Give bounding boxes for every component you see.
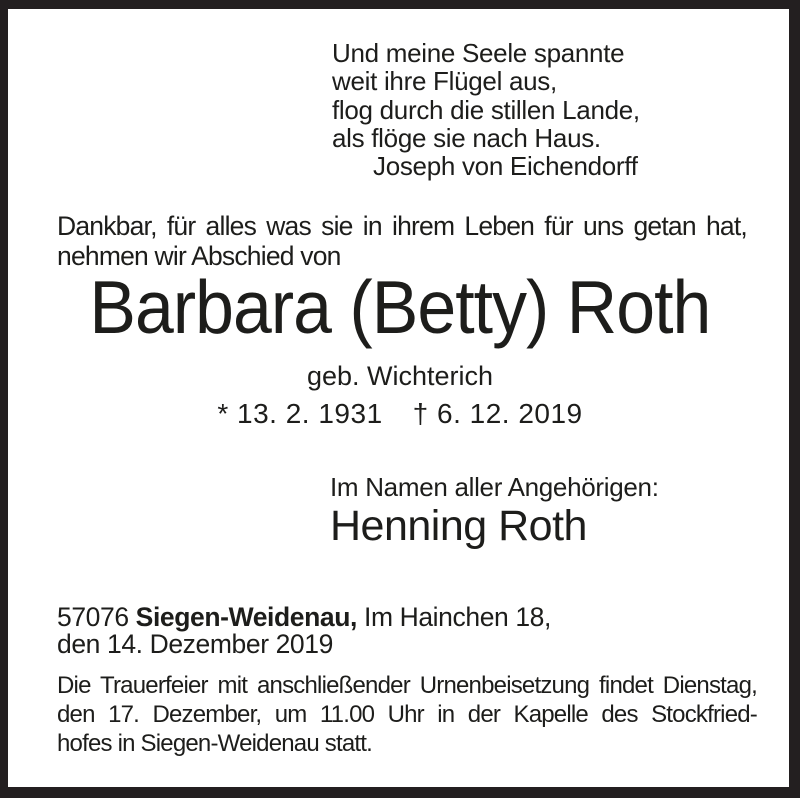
city-name: Siegen-Weidenau, [135,602,358,632]
deceased-name-text: Barbara (Betty) Roth [89,265,711,349]
funeral-info [57,671,757,758]
poem-line: flog durch die stillen Lande, [332,94,640,125]
address-line [57,604,551,631]
street-address: Im Hainchen 18, [364,602,551,632]
mourners-intro: Im Namen aller Angehörigen: [330,472,659,502]
funeral-info-line: den 17. Dezember, um 11.00 Uhr in der Kapelle des Stockfried- [57,701,757,728]
farewell-intro-line: Dankbar, für alles was sie in ihrem Leben für uns getan hat, [57,211,747,241]
address-block [57,604,551,657]
notice-date-line: den 14. Dezember 2019 [57,628,333,659]
funeral-info-line: Die Trauerfeier mit anschließender Urnenbeisetzung findet Dienstag, [57,672,757,699]
maiden-name: geb. Wichterich [306,361,494,391]
birth-date: * 13. 2. 1931 [217,398,383,429]
postal-code: 57076 [57,602,129,632]
death-date: † 6. 12. 2019 [412,398,583,429]
farewell-intro-line: nehmen wir Abschied von [57,241,341,271]
deceased-name [0,265,800,349]
poem-line: Und meine Seele spannte [332,38,625,68]
poem-block [332,39,640,180]
life-dates [0,400,800,428]
poem-attribution: Joseph von Eichendorff [373,151,638,182]
farewell-intro [57,211,747,271]
funeral-info-line: hofes in Siegen-Weidenau statt. [57,730,372,757]
mourners-name: Henning Roth [330,502,587,550]
poem-line: als flöge sie nach Haus. [332,122,601,153]
poem-line: weit ihre Flügel aus, [332,66,557,97]
